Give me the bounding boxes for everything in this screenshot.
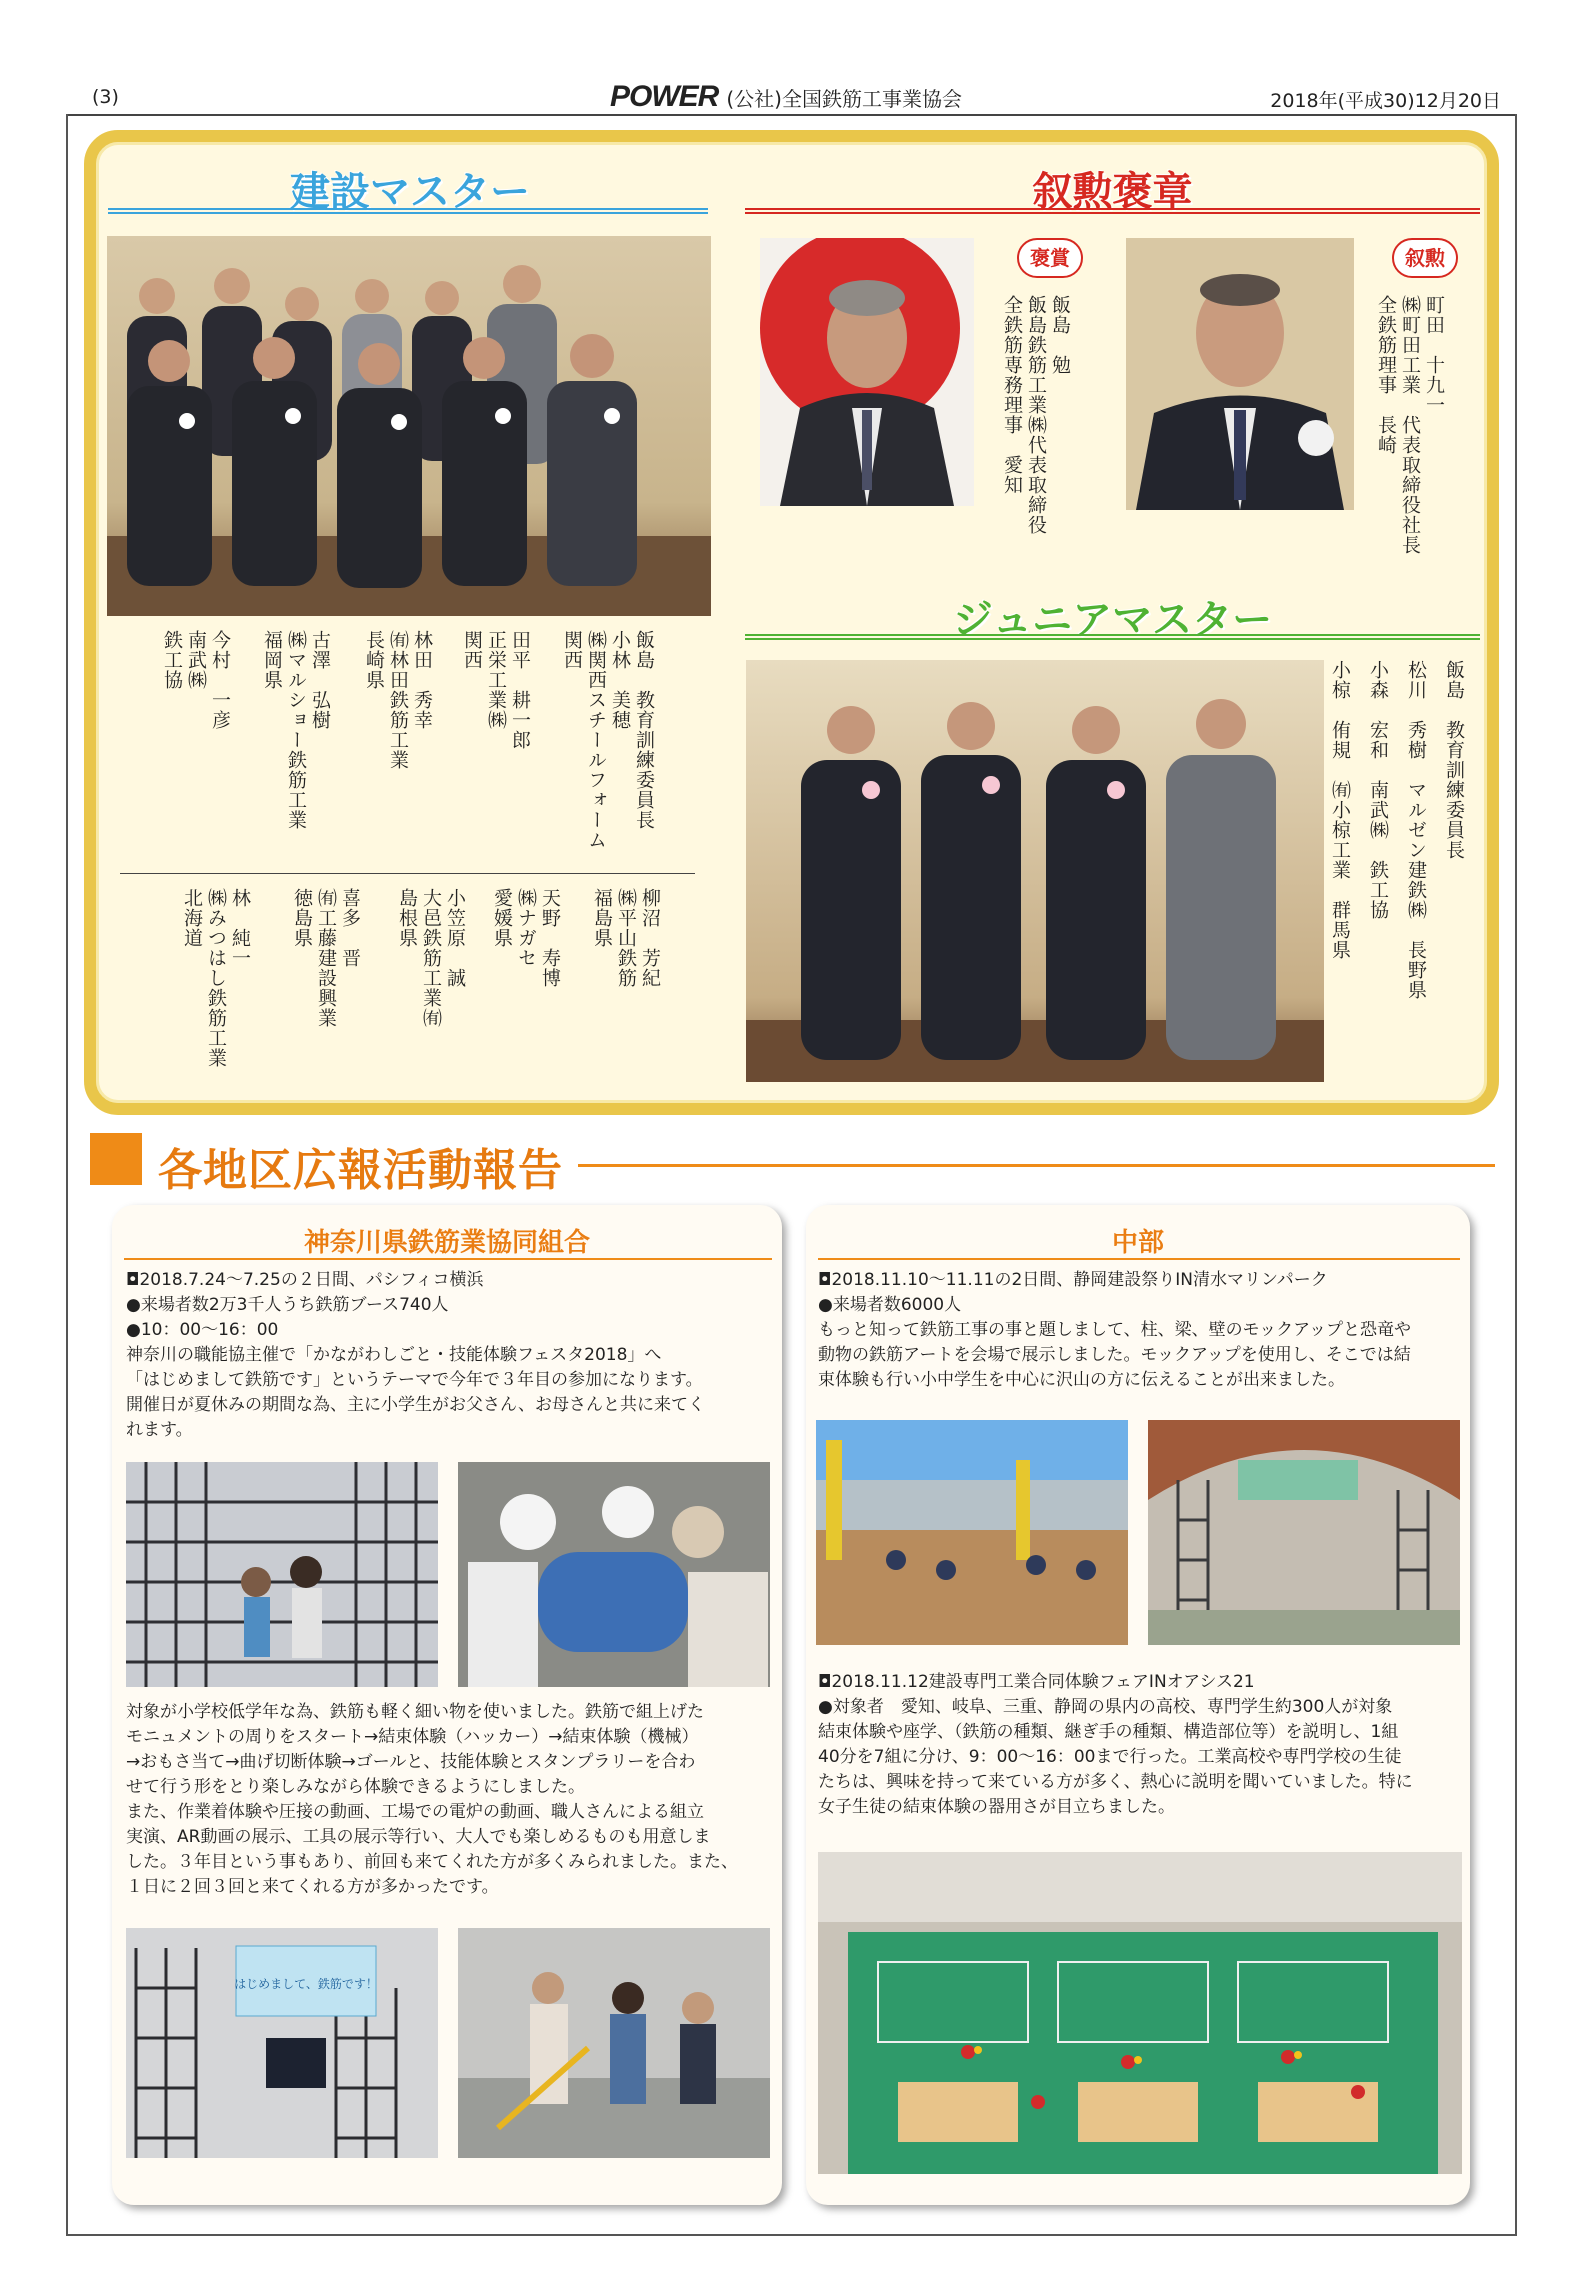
kensetsu-person: 天野 寿博 ㈱ナガセ 愛媛県 (491, 888, 561, 988)
kanagawa-photo-4 (458, 1928, 770, 2158)
kanagawa-sign-text: はじめまして、鉄筋です！ (234, 1977, 378, 1991)
jokun-rule (745, 208, 1480, 214)
kensetsu-master-rule (108, 208, 708, 214)
chubu-rule (818, 1258, 1460, 1260)
kunsho-portrait (1126, 238, 1354, 510)
kensetsu-person: 小林 美穂 ㈱関西スチールフォーム 関西 (561, 630, 631, 850)
junior-person: 飯島 教育訓練委員長 (1443, 660, 1465, 860)
kanagawa-photo-2 (458, 1462, 770, 1687)
page-number: (3) (92, 86, 119, 108)
junior-master-title: ジュニアマスター (952, 597, 1273, 643)
page-border (66, 114, 68, 2236)
names-divider (120, 873, 695, 874)
junior-master-group-photo (746, 660, 1324, 1082)
jokun-title: 叙勲褒章 (1032, 169, 1193, 215)
section-rule (578, 1164, 1495, 1167)
kanagawa-rule (124, 1258, 772, 1260)
issue-date: 2018年(平成30)12月20日 (1270, 90, 1501, 112)
kanagawa-photo-3 (126, 1928, 438, 2158)
kensetsu-person: 古澤 弘樹 ㈱マルショー鉄筋工業 福岡県 (261, 630, 331, 830)
kunsho-badge: 叙勲 (1392, 238, 1458, 278)
hosho-recipient: 飯島 勉 飯島鉄筋工業㈱代表取締役 全鉄筋専務理事 愛知 (1001, 295, 1071, 535)
kensetsu-person: 飯島 教育訓練委員長 (633, 630, 655, 830)
chubu-photo-1 (816, 1420, 1128, 1645)
kensetsu-person: 柳沼 芳紀 ㈱平山鉄筋 福島県 (591, 888, 661, 988)
section-title: 各地区広報活動報告 (158, 1145, 563, 1196)
section-marker (90, 1133, 142, 1185)
kensetsu-person: 林田 秀幸 ㈲林田鉄筋工業 長崎県 (363, 630, 433, 770)
kunsho-recipient: 町田 十九一 ㈱町田工業 代表取締役社長 全鉄筋理事 長崎 (1375, 295, 1445, 555)
publication-title (610, 80, 962, 114)
chubu-body: ◘2018.11.12建設専門工業合同体験フェアINオアシス21 ●対象者 愛知、岐阜、三重、静岡の県内の高校、専門学生約300人が対象 結束体験や座学、（鉄筋の種類、継ぎ手の種類、構造部位等）を説明し、1組 40分を7組に分け、9：00〜16：00まで行った。工業高校や専門学校の生徒 たちは、興味を持って来ている方が多く、熱心に説明を聞いていました。特に 女子生徒の結束体験の器用さが目立ちました。 (818, 1672, 1413, 1817)
kensetsu-master-group-photo (107, 236, 711, 616)
chubu-photo-3 (818, 1852, 1462, 2174)
brand-logo: POWER (610, 80, 719, 113)
chubu-photo-2 (1148, 1420, 1460, 1645)
publisher-name: (公社)全国鉄筋工事業協会 (726, 87, 962, 111)
chubu-intro: ◘2018.11.10〜11.11の2日間、静岡建設祭りIN清水マリンパーク ●来場者数6000人 もっと知って鉄筋工事の事と題しまして、柱、梁、壁のモックアップと恐竜や 動物の鉄筋アートを会場で展示しました。モックアップを使用し、そこでは結 束体験も行い小中学生を中心に沢山の方に伝えることが出来ました。 (818, 1270, 1411, 1390)
kensetsu-person: 小笠原 誠 大邑鉄筋工業㈲ 島根県 (396, 888, 466, 1028)
kensetsu-person: 今村 一彦 南武㈱ 鉄工協 (161, 630, 231, 730)
header-rule (66, 114, 1517, 116)
hosho-badge: 褒賞 (1017, 238, 1083, 278)
chubu-title: 中部 (1111, 1228, 1164, 1258)
page-border (1515, 114, 1517, 2236)
kensetsu-master-title: 建設マスター (290, 169, 530, 215)
kanagawa-title: 神奈川県鉄筋業協同組合 (303, 1228, 590, 1258)
kensetsu-person: 林 純一 ㈱みつはし鉄筋工業 北海道 (181, 888, 251, 1068)
junior-person: 松川 秀樹 マルゼン建鉄㈱ 長野県 (1405, 660, 1427, 1000)
kensetsu-person: 田平 耕一郎 正栄工業㈱ 関西 (461, 630, 531, 750)
kensetsu-person: 喜多 晋 ㈲工藤建設興業 徳島県 (291, 888, 361, 1028)
page-border (66, 2234, 1517, 2236)
hosho-portrait (760, 238, 974, 506)
junior-person: 小森 宏和 南武㈱ 鉄工協 (1367, 660, 1389, 920)
kanagawa-body: 対象が小学校低学年な為、鉄筋も軽く細い物を使いました。鉄筋で組上げた モニュメントの周りをスタート→結束体験（ハッカー）→結束体験（機械） →おもさ当て→曲げ切断体験→ゴールと、技能体験とスタンプラリーを合わ せて行う形をとり楽しみながら体験できるようにしました。 また、作業着体験や圧接の動画、工場での電炉の動画、職人さんによる組立 実演、AR動画の展示、工具の展示等行い、大人でも楽しめるものも用意しま した。３年目という事もあり、前回も来てくれた方が多くみられました。また、 １日に２回３回と来てくれる方が多かったです。 (126, 1702, 738, 1897)
kanagawa-photo-1 (126, 1462, 438, 1687)
junior-master-rule (745, 634, 1480, 640)
junior-person: 小椋 侑規 ㈲小椋工業 群馬県 (1329, 660, 1351, 960)
kanagawa-intro: ◘2018.7.24〜7.25の２日間、パシフィコ横浜 ●来場者数2万3千人うち鉄筋ブース740人 ●10：00〜16：00 神奈川の職能協主催で「かながわしごと・技能体験フェスタ2018」へ 「はじめまして鉄筋です」というテーマで今年で３年目の参加になります。 開催日が夏休みの期間な為、主に小学生がお父さん、お母さんと共に来てく れます。 (126, 1270, 706, 1440)
